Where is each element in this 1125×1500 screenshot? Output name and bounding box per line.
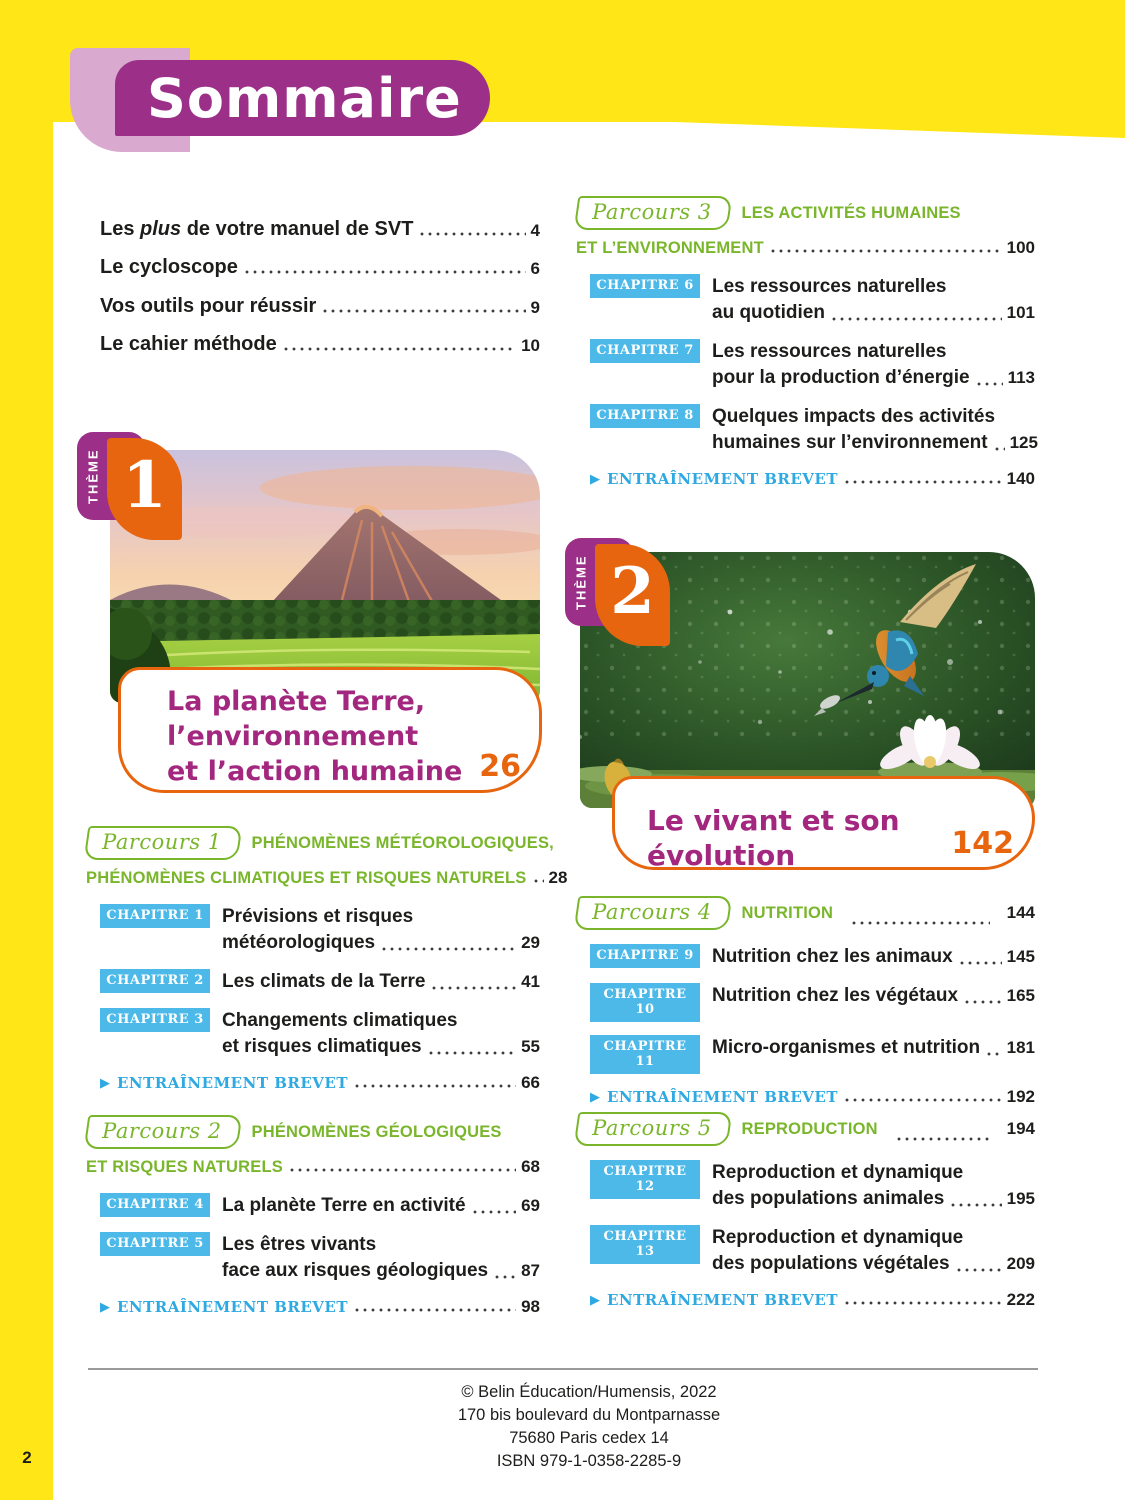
brevet-row [100,1297,540,1317]
chapter-row [590,944,1035,970]
theme1-badge [77,432,187,542]
chapter-badge: CHAPITRE 11 [590,1035,700,1074]
toc-entry-label: Le cycloscope [100,256,238,278]
page-number: 192 [1006,1087,1035,1106]
brevet-label: ENTRAÎNEMENT BREVET [117,1074,349,1092]
page-number: 181 [1006,1038,1035,1057]
chapter-badge: CHAPITRE 3 [100,1008,210,1032]
theme-number: 1 [122,448,167,523]
chapter-badge: CHAPITRE 5 [100,1232,210,1256]
chapter-row [100,904,540,956]
toc-entry-label [100,218,413,241]
page-number: 101 [1006,303,1035,322]
dot-leader [951,1196,1001,1212]
dot-leader [473,1203,517,1219]
page-number: 144 [1006,903,1035,922]
brevet-row [590,1087,1035,1107]
theme-number-leaf [595,544,670,646]
page-number: 55 [521,1037,540,1056]
chapter-badge: CHAPITRE 13 [590,1225,700,1264]
brevet-label: ENTRAÎNEMENT BREVET [607,470,839,488]
page-number: 195 [1006,1189,1035,1208]
parcours-label [84,1115,242,1149]
parcours4-section [576,896,1035,1107]
chapter-title: Les climats de la Terre [222,971,426,992]
play-arrow-icon: ▶ [590,1089,600,1104]
chapter-badge: CHAPITRE 10 [590,983,700,1022]
dot-leader [323,302,525,318]
chapter-badge: CHAPITRE 4 [100,1193,210,1217]
brevet-row [100,1073,540,1093]
chapter-title: Nutrition chez les végétaux [712,985,959,1006]
chapter-title-cont: pour la production d’énergie [712,367,970,388]
brevet-label: ENTRAÎNEMENT BREVET [607,1291,839,1309]
page-number: 41 [521,972,540,991]
chapter-badge: CHAPITRE 7 [590,339,700,363]
parcours-heading: NUTRITION [741,903,834,922]
chapter-row [100,1193,540,1219]
chapter-title: La planète Terre en activité [222,1195,466,1216]
page-number: 4 [530,220,540,240]
brevet-label: ENTRAÎNEMENT BREVET [117,1298,349,1316]
parcours-heading-cont: ET RISQUES NATURELS [86,1158,283,1176]
label-text: de votre manuel de SVT [181,217,414,240]
play-arrow-icon: ▶ [100,1299,110,1314]
theme2-title-box [612,776,1035,870]
theme-number-leaf [107,438,182,540]
toc-entry [100,318,540,357]
play-arrow-icon: ▶ [590,1292,600,1307]
parcours-label-text: Parcours 2 [102,1119,222,1143]
page-number: 66 [521,1073,540,1092]
page-number: 28 [548,868,568,887]
dot-leader [845,1294,1002,1310]
theme1-page-number: 26 [479,749,521,784]
theme1-title-line2: l’environnement [167,721,419,752]
dot-leader [897,1130,990,1146]
chapter-badge: CHAPITRE 12 [590,1160,700,1199]
dot-leader [432,979,516,995]
dot-leader [245,263,526,279]
page-number: 145 [1006,947,1035,966]
chapter-title: Micro-organismes et nutrition [712,1037,981,1058]
page-number: 165 [1006,986,1035,1005]
chapter-row [590,1225,1035,1277]
page-number: 9 [530,297,540,317]
dot-leader [429,1044,517,1060]
chapter-title: Les ressources naturelles [712,276,947,297]
dot-leader [355,1301,516,1317]
theme-word: THÈME [573,554,589,610]
footer-isbn: ISBN 979-1-0358-2285-9 [496,1452,682,1470]
footer-address-line2: 75680 Paris cedex 14 [509,1429,669,1447]
chapter-badge: CHAPITRE 9 [590,944,700,968]
dot-leader [965,993,1002,1009]
parcours-heading-cont: PHÉNOMÈNES CLIMATIQUES ET RISQUES NATURELS [86,869,527,887]
chapter-badge: CHAPITRE 1 [100,904,210,928]
parcours-label [574,896,732,930]
parcours-label [574,196,732,230]
chapter-title: Reproduction et dynamique [712,1227,964,1248]
dot-leader [845,473,1002,489]
theme1-title-line3: et l’action humaine [167,756,463,787]
chapter-row [100,1232,540,1284]
theme-word: THÈME [85,448,101,504]
chapter-title: Prévisions et risques [222,906,414,927]
page-number: 29 [521,933,540,952]
page-number: 222 [1006,1290,1035,1309]
parcours-label [84,826,242,860]
page-number: 69 [521,1196,540,1215]
dot-leader [845,1091,1002,1107]
dot-leader [977,375,1003,391]
footer-address-line1: 170 bis boulevard du Montparnasse [457,1406,721,1424]
dot-leader [495,1268,516,1284]
parcours5-section [576,1112,1035,1310]
parcours2-section [86,1115,540,1317]
brevet-row [590,1290,1035,1310]
brevet-row [590,469,1035,489]
chapter-row [590,274,1035,326]
parcours-label [574,1112,732,1146]
page-number: 98 [521,1297,540,1316]
parcours-label-text: Parcours 1 [102,830,222,854]
chapter-row [100,969,540,995]
page-number: 68 [521,1157,540,1176]
toc-entry [100,279,540,318]
chapter-title-cont: au quotidien [712,302,825,323]
dot-leader [771,242,1002,258]
page-title: Sommaire [147,66,462,130]
dot-leader [284,340,516,356]
theme1-title-line1: La planète Terre, [167,686,426,717]
dot-leader [995,440,1005,456]
play-arrow-icon: ▶ [590,471,600,486]
parcours-heading: PHÉNOMÈNES GÉOLOGIQUES [251,1122,502,1141]
chapter-row [590,339,1035,391]
front-matter-list [100,202,540,356]
dot-leader [420,225,525,241]
chapter-badge: CHAPITRE 2 [100,969,210,993]
theme2-title: Le vivant et son évolution [647,804,900,872]
chapter-title: Les êtres vivants [222,1234,377,1255]
page-number: 100 [1006,238,1035,257]
parcours-label-text: Parcours 5 [592,1116,712,1140]
parcours-label-text: Parcours 3 [592,200,712,224]
parcours-heading: PHÉNOMÈNES MÉTÉOROLOGIQUES, [251,833,554,852]
parcours-heading: LES ACTIVITÉS HUMAINES [741,203,961,222]
page-number: 140 [1006,469,1035,488]
chapter-title: Reproduction et dynamique [712,1162,964,1183]
theme-number: 2 [610,554,655,629]
chapter-title: Les ressources naturelles [712,341,947,362]
theme1-title [121,670,539,789]
parcours-label-text: Parcours 4 [592,900,712,924]
chapter-title-cont: météorologiques [222,932,376,953]
dot-leader [957,1261,1002,1277]
dot-leader [852,914,989,930]
theme2-badge [565,538,675,648]
footer-copyright: © Belin Éducation/Humensis, 2022 [461,1383,717,1401]
brevet-label: ENTRAÎNEMENT BREVET [607,1088,839,1106]
toc-entry [100,241,540,280]
chapter-row [590,983,1035,1022]
dot-leader [355,1077,516,1093]
page-number: 113 [1007,368,1035,387]
label-text: Les [100,217,141,240]
dot-leader [534,872,544,888]
chapter-row [100,1008,540,1060]
chapter-title-cont: des populations végétales [712,1253,950,1274]
chapter-title-cont: des populations animales [712,1188,945,1209]
footer-divider [88,1368,1038,1370]
footer-colophon [53,1381,1125,1473]
page-number: 87 [521,1261,540,1280]
chapter-title: Quelques impacts des activités [712,406,996,427]
play-arrow-icon: ▶ [100,1075,110,1090]
dot-leader [987,1045,1001,1061]
toc-entry-label: Vos outils pour réussir [100,294,317,317]
chapter-badge: CHAPITRE 6 [590,274,700,298]
chapter-title-cont: humaines sur l’environnement [712,432,988,453]
parcours3-section [576,196,1038,489]
label-italic: plus [140,217,182,240]
toc-entry [100,202,540,241]
theme2-page-number: 142 [951,826,1014,861]
parcours-heading: REPRODUCTION [741,1119,878,1138]
theme1-title-box [118,667,542,793]
dot-leader [960,954,1002,970]
chapter-row [590,404,1038,456]
page-number: 209 [1006,1254,1035,1273]
chapter-title-cont: et risques climatiques [222,1036,422,1057]
dot-leader [832,310,1002,326]
page-number-corner: 2 [22,1448,32,1467]
dot-leader [382,940,516,956]
page-number: 10 [521,336,540,355]
chapter-badge: CHAPITRE 8 [590,404,700,428]
page-number: 125 [1009,433,1038,452]
dot-leader [290,1161,516,1177]
chapter-title: Nutrition chez les animaux [712,946,953,967]
toc-entry-label: Le cahier méthode [100,333,277,355]
parcours1-section [86,826,568,1093]
chapter-title: Changements climatiques [222,1010,458,1031]
chapter-title-cont: face aux risques géologiques [222,1260,489,1281]
page-number: 6 [530,259,540,278]
page-number: 194 [1006,1119,1035,1138]
chapter-row [590,1035,1035,1074]
parcours-heading-cont: ET L’ENVIRONNEMENT [576,239,764,257]
chapter-row [590,1160,1035,1212]
page-title-banner [115,60,490,136]
